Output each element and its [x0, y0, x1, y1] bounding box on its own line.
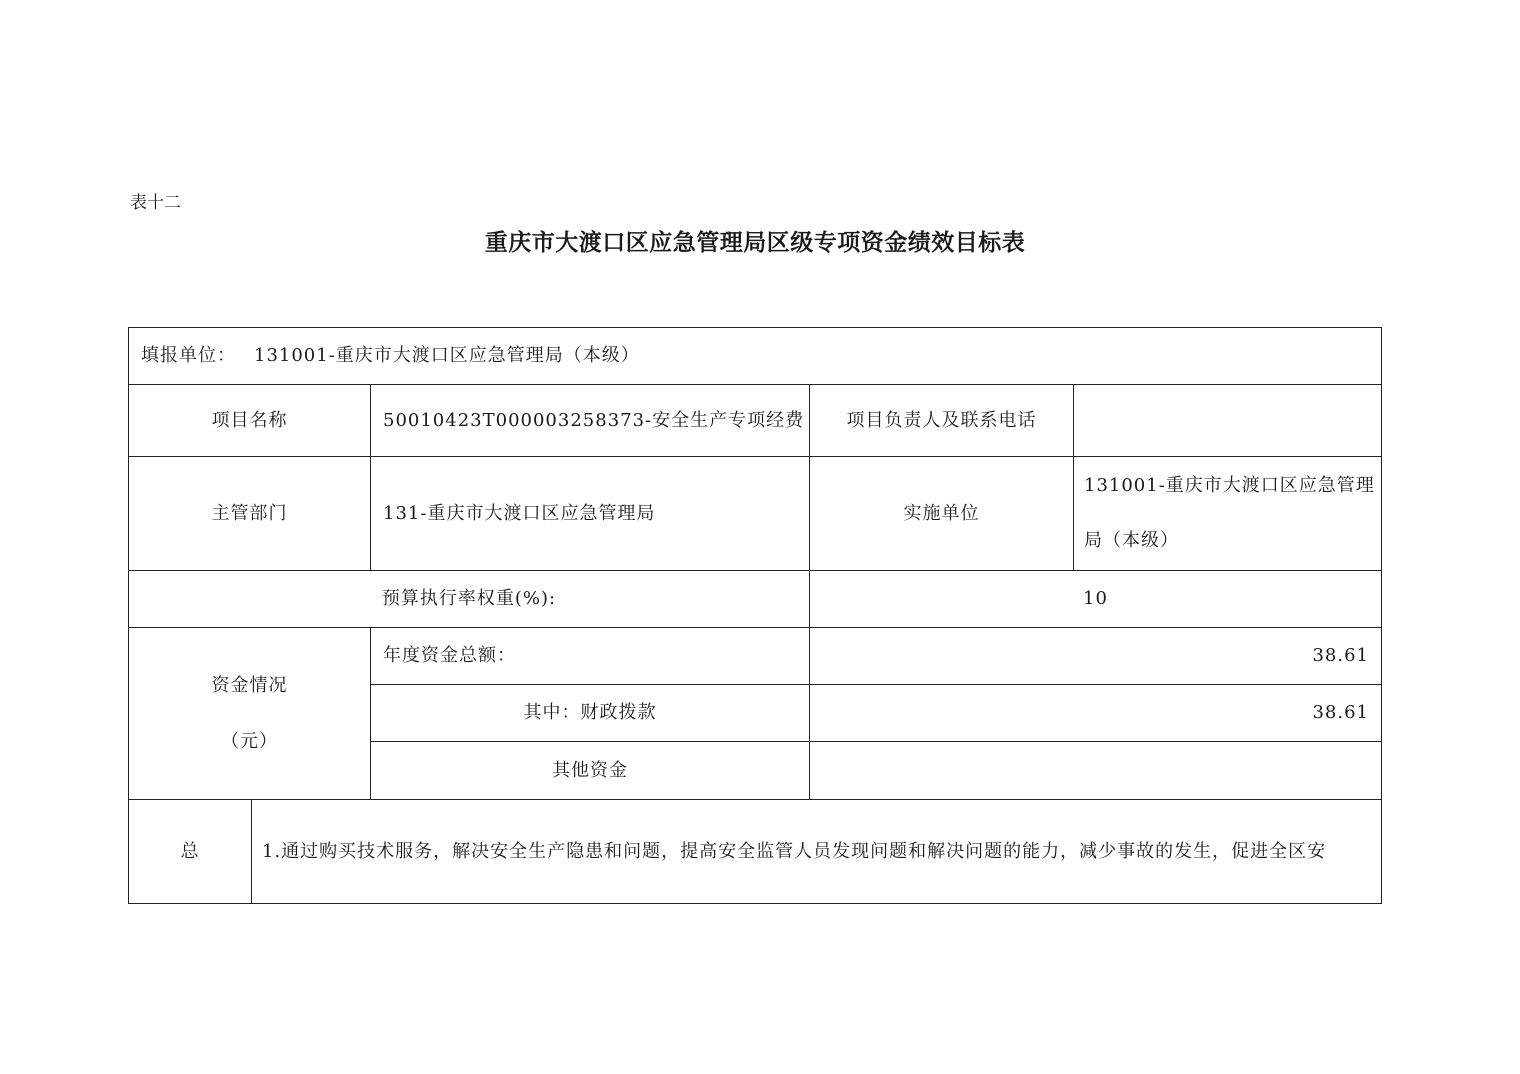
impl-unit-value-line1: 131001-重庆市大渡口区应急管理: [1084, 475, 1375, 496]
document-title: 重庆市大渡口区应急管理局区级专项资金绩效目标表: [484, 229, 1026, 256]
funds-label-line1: 资金情况: [211, 674, 288, 696]
project-contact-value: [1074, 385, 1381, 456]
overall-target-text: 1.通过购买技术服务，解决安全生产隐患和问题，提高安全监管人员发现问题和解决问题的能力，减少事故的发生，促进全区安: [262, 840, 1327, 862]
fiscal-allocation-value: 38.61: [1312, 702, 1369, 724]
project-contact-label: 项目负责人及联系电话: [846, 409, 1037, 431]
other-funds-value: [810, 742, 1381, 799]
budget-weight-label: 预算执行率权重(%):: [381, 588, 557, 610]
reporting-unit-row: [129, 328, 1381, 384]
budget-weight-value: 10: [1083, 588, 1108, 610]
annual-total-value: 38.61: [1312, 645, 1369, 667]
reporting-unit-value: 131001-重庆市大渡口区应急管理局（本级）: [254, 345, 640, 367]
project-name-value: 50010423T000003258373-安全生产专项经费: [383, 409, 805, 431]
impl-unit-value-line2: 局（本级）: [1084, 530, 1179, 551]
reporting-unit-label: 填报单位：: [141, 345, 236, 367]
impl-unit-value: [1074, 457, 1381, 570]
annual-total-label: 年度资金总额：: [383, 645, 516, 667]
fiscal-allocation-label: 其中：财政拨款: [523, 702, 657, 724]
impl-unit-label: 实施单位: [903, 502, 980, 524]
funds-label: [129, 628, 370, 799]
other-funds-label: 其他资金: [552, 759, 628, 781]
overall-target-label: 总: [180, 840, 200, 862]
table-number-label: 表十二: [130, 193, 181, 213]
dept-label: 主管部门: [211, 502, 288, 524]
dept-value: 131-重庆市大渡口区应急管理局: [383, 502, 656, 524]
funds-label-line2: （元）: [221, 730, 278, 752]
project-name-label: 项目名称: [211, 409, 288, 431]
